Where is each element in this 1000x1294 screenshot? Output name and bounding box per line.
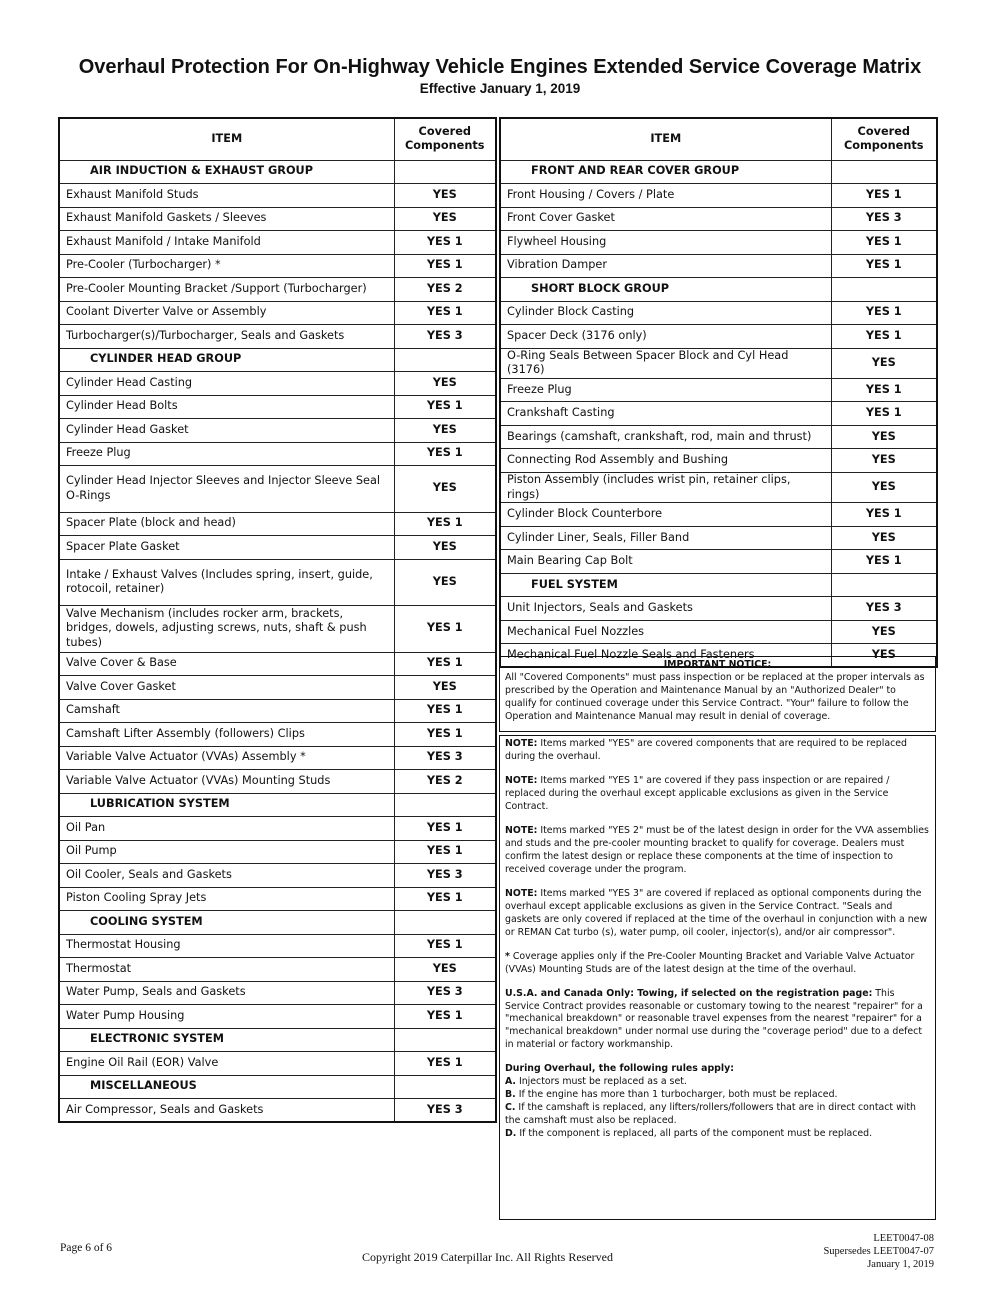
item-name: Piston Cooling Spray Jets bbox=[59, 887, 394, 911]
item-name: Intake / Exhaust Valves (Includes spring, insert, guide, rotocoil, retainer) bbox=[59, 559, 394, 606]
item-name: Camshaft Lifter Assembly (followers) Clips bbox=[59, 723, 394, 747]
note bbox=[505, 738, 930, 764]
group-header-row bbox=[59, 1028, 496, 1052]
table-row bbox=[59, 372, 496, 396]
coverage-value: YES bbox=[394, 559, 496, 606]
coverage-value: YES bbox=[831, 472, 937, 502]
table-row bbox=[59, 958, 496, 982]
table-row bbox=[59, 699, 496, 723]
table-row bbox=[59, 606, 496, 653]
table-row bbox=[59, 512, 496, 536]
important-notice-text: All "Covered Components" must pass inspection or be replaced at the proper intervals as prescribed by the Operation and Maintenance Manual by an "Authorized Dealer" to qualify for continued coverage under this Service Contract. "Your" failure to follow the Operation and Maintenance Manual may result in denial of coverage. bbox=[505, 671, 925, 722]
coverage-value: YES 1 bbox=[394, 840, 496, 864]
item-name: Freeze Plug bbox=[500, 378, 831, 402]
table-row bbox=[500, 449, 937, 473]
note-label: NOTE: bbox=[505, 824, 538, 836]
table-row bbox=[59, 934, 496, 958]
coverage-value: YES 1 bbox=[831, 503, 937, 527]
item-name: Cylinder Head Bolts bbox=[59, 395, 394, 419]
table-row bbox=[59, 466, 496, 513]
table-row bbox=[500, 620, 937, 644]
item-name: Crankshaft Casting bbox=[500, 402, 831, 426]
page-title: Overhaul Protection For On-Highway Vehicle Engines Extended Service Coverage Matrix bbox=[78, 56, 922, 78]
item-name: Spacer Plate Gasket bbox=[59, 536, 394, 560]
group-header-row bbox=[500, 573, 937, 597]
table-row bbox=[500, 231, 937, 255]
coverage-value: YES 1 bbox=[394, 887, 496, 911]
coverage-value: YES bbox=[831, 620, 937, 644]
coverage-value: YES 2 bbox=[394, 770, 496, 794]
group-header-row bbox=[59, 793, 496, 817]
item-name: Cylinder Block Counterbore bbox=[500, 503, 831, 527]
group-header-row bbox=[59, 348, 496, 372]
table-row bbox=[500, 184, 937, 208]
note-text: Items marked "YES 1" are covered if they pass inspection or are repaired / replaced during the overhaul except applicable exclusions as given in the Service Contract. bbox=[505, 774, 890, 812]
table-row bbox=[500, 425, 937, 449]
item-name: Front Cover Gasket bbox=[500, 207, 831, 231]
coverage-value: YES 1 bbox=[831, 254, 937, 278]
item-name: Thermostat bbox=[59, 958, 394, 982]
coverage-value: YES 1 bbox=[394, 442, 496, 466]
item-name: O-Ring Seals Between Spacer Block and Cyl Head (3176) bbox=[500, 348, 831, 378]
coverage-value bbox=[394, 793, 496, 817]
item-name: Water Pump Housing bbox=[59, 1005, 394, 1029]
table-header-row bbox=[59, 118, 496, 160]
item-name: Variable Valve Actuator (VVAs) Assembly * bbox=[59, 746, 394, 770]
rule-item bbox=[505, 1128, 930, 1141]
table-header-row bbox=[500, 118, 937, 160]
coverage-value: YES 2 bbox=[394, 278, 496, 302]
note-label: U.S.A. and Canada Only: Towing, if selected on the registration page: bbox=[505, 987, 873, 999]
item-name: Exhaust Manifold Gaskets / Sleeves bbox=[59, 207, 394, 231]
table-row bbox=[59, 231, 496, 255]
table-row bbox=[59, 652, 496, 676]
table-row bbox=[59, 770, 496, 794]
table-row bbox=[59, 1052, 496, 1076]
rule-text: If the engine has more than 1 turbocharger, both must be replaced. bbox=[515, 1089, 838, 1101]
table-row bbox=[59, 1005, 496, 1029]
coverage-value: YES 3 bbox=[394, 1099, 496, 1123]
item-name: Cylinder Liner, Seals, Filler Band bbox=[500, 526, 831, 550]
table-row bbox=[59, 559, 496, 606]
note bbox=[505, 888, 930, 940]
item-name: Valve Cover Gasket bbox=[59, 676, 394, 700]
item-name: Bearings (camshaft, crankshaft, rod, main and thrust) bbox=[500, 425, 831, 449]
rule-text: If the component is replaced, all parts of the component must be replaced. bbox=[516, 1128, 873, 1140]
group-header-row bbox=[500, 278, 937, 302]
coverage-value: YES 1 bbox=[831, 550, 937, 574]
coverage-value bbox=[831, 278, 937, 302]
table-row bbox=[59, 887, 496, 911]
group-header-row bbox=[500, 160, 937, 184]
doc-number: LEET0047-08 bbox=[873, 1233, 934, 1244]
copyright: Copyright 2019 Caterpillar Inc. All Rights Reserved bbox=[362, 1250, 613, 1264]
coverage-value: YES bbox=[394, 372, 496, 396]
table-row bbox=[500, 597, 937, 621]
rule-letter: C. bbox=[505, 1102, 516, 1114]
note bbox=[505, 825, 930, 877]
table-row bbox=[59, 278, 496, 302]
table-row bbox=[59, 325, 496, 349]
coverage-value: YES 1 bbox=[394, 254, 496, 278]
group-name: MISCELLANEOUS bbox=[59, 1075, 394, 1099]
coverage-value: YES bbox=[394, 207, 496, 231]
table-row bbox=[59, 536, 496, 560]
coverage-value: YES 3 bbox=[394, 981, 496, 1005]
page-subtitle: Effective January 1, 2019 bbox=[419, 81, 581, 96]
coverage-value: YES bbox=[831, 449, 937, 473]
item-column-header: ITEM bbox=[59, 118, 394, 160]
group-name: COOLING SYSTEM bbox=[59, 911, 394, 935]
item-name: Cylinder Block Casting bbox=[500, 301, 831, 325]
covered-column-header: Covered Components bbox=[831, 118, 937, 160]
group-name: ELECTRONIC SYSTEM bbox=[59, 1028, 394, 1052]
coverage-value: YES bbox=[394, 676, 496, 700]
note-text: Coverage applies only if the Pre-Cooler Mounting Bracket and Variable Valve Actuator (VVAs) Mounting Studs are of the latest design at the time of the overhaul. bbox=[505, 950, 915, 975]
document-info bbox=[823, 1232, 934, 1271]
table-row bbox=[500, 254, 937, 278]
coverage-value: YES 1 bbox=[394, 817, 496, 841]
coverage-table-right bbox=[499, 117, 938, 668]
page-number: Page 6 of 6 bbox=[60, 1242, 113, 1254]
coverage-value: YES 1 bbox=[831, 402, 937, 426]
coverage-value: YES 1 bbox=[831, 378, 937, 402]
item-name: Unit Injectors, Seals and Gaskets bbox=[500, 597, 831, 621]
coverage-value bbox=[394, 1075, 496, 1099]
table-row bbox=[59, 184, 496, 208]
item-name: Water Pump, Seals and Gaskets bbox=[59, 981, 394, 1005]
table-row bbox=[500, 301, 937, 325]
table-row bbox=[59, 676, 496, 700]
coverage-value: YES 1 bbox=[831, 184, 937, 208]
coverage-value bbox=[394, 911, 496, 935]
coverage-value: YES 1 bbox=[394, 1005, 496, 1029]
coverage-value: YES 1 bbox=[831, 325, 937, 349]
item-name: Freeze Plug bbox=[59, 442, 394, 466]
table-row bbox=[59, 442, 496, 466]
item-name: Spacer Plate (block and head) bbox=[59, 512, 394, 536]
table-row bbox=[500, 325, 937, 349]
table-row bbox=[500, 526, 937, 550]
table-row bbox=[59, 419, 496, 443]
coverage-table-left bbox=[58, 117, 497, 1123]
item-name: Engine Oil Rail (EOR) Valve bbox=[59, 1052, 394, 1076]
rules-section bbox=[505, 1063, 930, 1141]
coverage-value: YES 3 bbox=[394, 864, 496, 888]
coverage-value bbox=[831, 573, 937, 597]
coverage-value: YES bbox=[394, 958, 496, 982]
item-name: Flywheel Housing bbox=[500, 231, 831, 255]
item-name: Coolant Diverter Valve or Assembly bbox=[59, 301, 394, 325]
item-name: Front Housing / Covers / Plate bbox=[500, 184, 831, 208]
coverage-value: YES 3 bbox=[831, 207, 937, 231]
item-name: Thermostat Housing bbox=[59, 934, 394, 958]
note bbox=[505, 775, 930, 814]
supersedes: Supersedes LEET0047-07 bbox=[823, 1246, 934, 1258]
table-row bbox=[59, 1099, 496, 1123]
group-name: FRONT AND REAR COVER GROUP bbox=[500, 160, 831, 184]
table-row bbox=[59, 301, 496, 325]
rules-title: During Overhaul, the following rules apply: bbox=[505, 1063, 734, 1075]
group-header-row bbox=[59, 1075, 496, 1099]
table-row bbox=[59, 864, 496, 888]
table-row bbox=[500, 207, 937, 231]
coverage-value: YES 1 bbox=[394, 723, 496, 747]
rule-item bbox=[505, 1076, 930, 1089]
doc-date: January 1, 2019 bbox=[867, 1259, 934, 1271]
group-header-row bbox=[59, 911, 496, 935]
coverage-value: YES 1 bbox=[831, 301, 937, 325]
coverage-value: YES 1 bbox=[394, 606, 496, 653]
coverage-value: YES 1 bbox=[394, 1052, 496, 1076]
coverage-value: YES bbox=[394, 184, 496, 208]
note-label: NOTE: bbox=[505, 774, 538, 786]
item-name: Cylinder Head Gasket bbox=[59, 419, 394, 443]
item-name: Oil Cooler, Seals and Gaskets bbox=[59, 864, 394, 888]
item-name: Piston Assembly (includes wrist pin, retainer clips, rings) bbox=[500, 472, 831, 502]
coverage-value: YES 3 bbox=[394, 746, 496, 770]
table-row bbox=[500, 402, 937, 426]
item-name: Vibration Damper bbox=[500, 254, 831, 278]
coverage-value: YES bbox=[394, 536, 496, 560]
coverage-value: YES bbox=[831, 348, 937, 378]
rule-letter: D. bbox=[505, 1128, 517, 1140]
item-column-header: ITEM bbox=[500, 118, 831, 160]
table-row bbox=[59, 254, 496, 278]
coverage-value: YES 3 bbox=[831, 597, 937, 621]
item-name: Air Compressor, Seals and Gaskets bbox=[59, 1099, 394, 1123]
item-name: Main Bearing Cap Bolt bbox=[500, 550, 831, 574]
note-label: NOTE: bbox=[505, 738, 538, 749]
coverage-value bbox=[394, 1028, 496, 1052]
item-name: Cylinder Head Injector Sleeves and Injector Sleeve Seal O-Rings bbox=[59, 466, 394, 513]
table-row bbox=[500, 550, 937, 574]
coverage-value: YES 1 bbox=[394, 699, 496, 723]
important-notice bbox=[499, 656, 936, 732]
item-name: Exhaust Manifold Studs bbox=[59, 184, 394, 208]
rule-letter: A. bbox=[505, 1076, 516, 1088]
table-row bbox=[59, 723, 496, 747]
group-header-row bbox=[59, 160, 496, 184]
coverage-value: YES 1 bbox=[394, 395, 496, 419]
item-name: Oil Pump bbox=[59, 840, 394, 864]
note-label: * bbox=[505, 950, 510, 962]
note-text: Items marked "YES 3" are covered if replaced as optional components during the overhaul except applicable exclusions as given in the Service Contract. "Seals and gaskets are only covered if replaced at the time of the overhaul in conjunction with a new or REMAN Cat turbo (s), water pump, oil cooler, injector(s), and/or air compressor". bbox=[505, 887, 928, 938]
table-row bbox=[59, 840, 496, 864]
coverage-value bbox=[394, 348, 496, 372]
rule-item bbox=[505, 1089, 930, 1102]
table-row bbox=[59, 981, 496, 1005]
group-name: AIR INDUCTION & EXHAUST GROUP bbox=[59, 160, 394, 184]
table-row bbox=[500, 378, 937, 402]
item-name: Pre-Cooler Mounting Bracket /Support (Turbocharger) bbox=[59, 278, 394, 302]
coverage-value: YES bbox=[394, 419, 496, 443]
coverage-value: YES 3 bbox=[394, 325, 496, 349]
coverage-value: YES 1 bbox=[831, 231, 937, 255]
note bbox=[505, 951, 930, 977]
note bbox=[505, 988, 930, 1053]
item-name: Valve Mechanism (includes rocker arm, brackets, bridges, dowels, adjusting screws, nuts, shaft & push tubes) bbox=[59, 606, 394, 653]
note-text: Items marked "YES 2" must be of the latest design in order for the VVA assemblies and studs and the pre-cooler mounting bracket to qualify for coverage. Dealers must confirm the latest design or replace these components at the time of inspection to received coverage under the program. bbox=[505, 824, 929, 875]
item-name: Mechanical Fuel Nozzles bbox=[500, 620, 831, 644]
rule-letter: B. bbox=[505, 1089, 516, 1101]
coverage-value: YES 1 bbox=[394, 512, 496, 536]
item-name: Turbocharger(s)/Turbocharger, Seals and Gaskets bbox=[59, 325, 394, 349]
coverage-value bbox=[394, 160, 496, 184]
group-name: CYLINDER HEAD GROUP bbox=[59, 348, 394, 372]
group-name: SHORT BLOCK GROUP bbox=[500, 278, 831, 302]
table-row bbox=[59, 207, 496, 231]
covered-column-header: Covered Components bbox=[394, 118, 496, 160]
coverage-value: YES bbox=[831, 425, 937, 449]
item-name: Connecting Rod Assembly and Bushing bbox=[500, 449, 831, 473]
note-text: Items marked "YES" are covered components that are required to be replaced during the overhaul. bbox=[505, 738, 907, 762]
group-name: FUEL SYSTEM bbox=[500, 573, 831, 597]
item-name: Variable Valve Actuator (VVAs) Mounting Studs bbox=[59, 770, 394, 794]
group-name: LUBRICATION SYSTEM bbox=[59, 793, 394, 817]
table-row bbox=[59, 395, 496, 419]
note-text: This Service Contract provides reasonable or customary towing to the nearest "repairer" for a "mechanical breakdown" or reasonable travel expenses from the nearest "repairer" for a "mechanical breakdown" under normal use during the "coverage period" due to a defect in material or factory workmanship. bbox=[505, 987, 923, 1051]
item-name: Exhaust Manifold / Intake Manifold bbox=[59, 231, 394, 255]
rule-text: Injectors must be replaced as a set. bbox=[516, 1076, 687, 1088]
coverage-value: YES bbox=[831, 644, 937, 668]
table-row bbox=[500, 348, 937, 378]
table-row bbox=[500, 472, 937, 502]
important-notice-title: IMPORTANT NOTICE: bbox=[663, 659, 772, 670]
table-row bbox=[59, 817, 496, 841]
rule-item bbox=[505, 1102, 930, 1128]
item-name: Mechanical Fuel Nozzle Seals and Fasteners bbox=[500, 644, 831, 668]
coverage-value: YES 1 bbox=[394, 301, 496, 325]
rule-text: If the camshaft is replaced, any lifters/rollers/followers that are in direct contact with the camshaft must also be replaced. bbox=[505, 1102, 916, 1127]
item-name: Pre-Cooler (Turbocharger) * bbox=[59, 254, 394, 278]
table-row bbox=[500, 503, 937, 527]
table-row bbox=[59, 746, 496, 770]
item-name: Spacer Deck (3176 only) bbox=[500, 325, 831, 349]
coverage-value: YES 1 bbox=[394, 934, 496, 958]
coverage-value bbox=[831, 160, 937, 184]
coverage-value: YES 1 bbox=[394, 652, 496, 676]
coverage-value: YES 1 bbox=[394, 231, 496, 255]
note-label: NOTE: bbox=[505, 887, 538, 899]
item-name: Cylinder Head Casting bbox=[59, 372, 394, 396]
item-name: Camshaft bbox=[59, 699, 394, 723]
notes-box bbox=[499, 735, 936, 1220]
item-name: Oil Pan bbox=[59, 817, 394, 841]
coverage-value: YES bbox=[831, 526, 937, 550]
coverage-value: YES bbox=[394, 466, 496, 513]
item-name: Valve Cover & Base bbox=[59, 652, 394, 676]
